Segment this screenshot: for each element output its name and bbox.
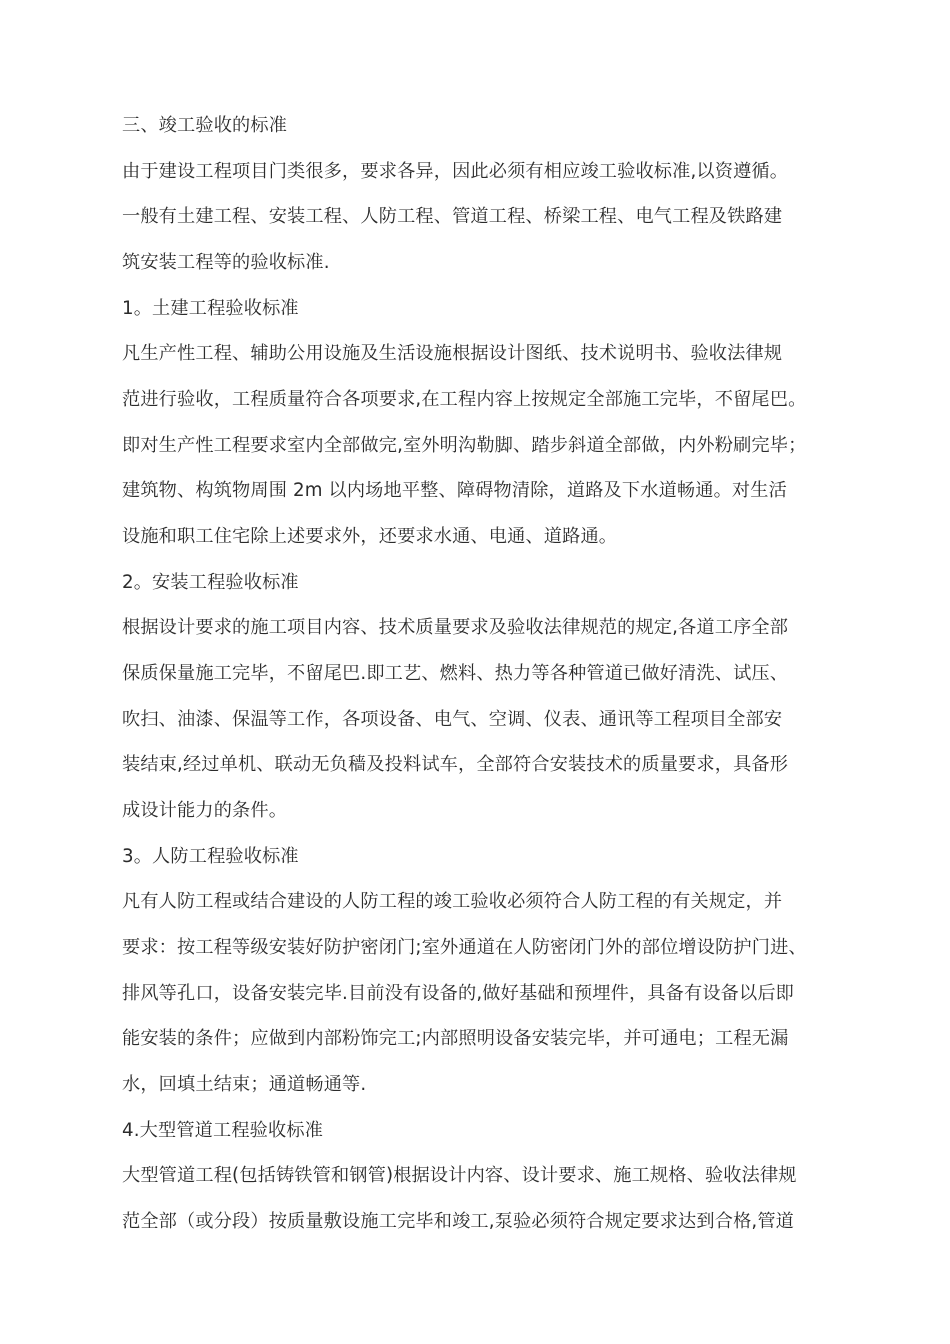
paragraph-line: 水，回填土结束；通道畅通等. [122, 1074, 367, 1095]
paragraph-line: 根据设计要求的施工项目内容、技术质量要求及验收法律规范的规定,各道工序全部 [122, 617, 789, 638]
paragraph-line: 凡有人防工程或结合建设的人防工程的竣工验收必须符合人防工程的有关规定，并 [122, 891, 783, 912]
paragraph-line: 保质保量施工完毕，不留尾巴.即工艺、燃料、热力等各种管道已做好清洗、试压、 [122, 663, 789, 684]
paragraph-line: 凡生产性工程、辅助公用设施及生活设施根据设计图纸、技术说明书、验收法律规 [122, 343, 783, 364]
subsection-title: 3。人防工程验收标准 [122, 846, 299, 867]
paragraph-line: 大型管道工程(包括铸铁管和钢管)根据设计内容、设计要求、施工规格、验收法律规 [122, 1165, 797, 1186]
subsection-title: 4.大型管道工程验收标准 [122, 1120, 324, 1141]
paragraph-line: 即对生产性工程要求室内全部做完,室外明沟勒脚、踏步斜道全部做，内外粉刷完毕； [122, 435, 807, 456]
paragraph-line: 建筑物、构筑物周围 2m 以内场地平整、障碍物清除，道路及下水道畅通。对生活 [122, 480, 787, 501]
paragraph-line: 成设计能力的条件。 [122, 800, 288, 821]
paragraph-line: 能安装的条件；应做到内部粉饰完工;内部照明设备安装完毕，并可通电；工程无漏 [122, 1028, 789, 1049]
paragraph-line: 装结束,经过单机、联动无负穑及投料试车，全部符合安装技术的质量要求，具备形 [122, 754, 789, 775]
subsection-title: 1。土建工程验收标准 [122, 298, 299, 319]
subsection-title: 2。安装工程验收标准 [122, 572, 299, 593]
paragraph-line: 吹扫、油漆、保温等工作，各项设备、电气、空调、仪表、通讯等工程项目全部安 [122, 709, 783, 730]
intro-line: 筑安装工程等的验收标准. [122, 252, 330, 273]
intro-line: 由于建设工程项目门类很多，要求各异，因此必须有相应竣工验收标准,以资遵循。 [122, 161, 789, 182]
intro-line: 一般有土建工程、安装工程、人防工程、管道工程、桥梁工程、电气工程及铁路建 [122, 206, 783, 227]
paragraph-line: 范全部（或分段）按质量敷设施工完毕和竣工,泵验必须符合规定要求达到合格,管道 [122, 1211, 795, 1232]
paragraph-line: 范进行验收，工程质量符合各项要求,在工程内容上按规定全部施工完毕，不留尾巴。 [122, 389, 807, 410]
paragraph-line: 设施和职工住宅除上述要求外，还要求水通、电通、道路通。 [122, 526, 618, 547]
section-heading: 三、竣工验收的标准 [122, 115, 288, 136]
paragraph-line: 排风等孔口，设备安装完毕.目前没有设备的,做好基础和预埋件，具备有设备以后即 [122, 983, 795, 1004]
paragraph-line: 要求：按工程等级安装好防护密闭门;室外通道在人防密闭门外的部位增设防护门进、 [122, 937, 807, 958]
